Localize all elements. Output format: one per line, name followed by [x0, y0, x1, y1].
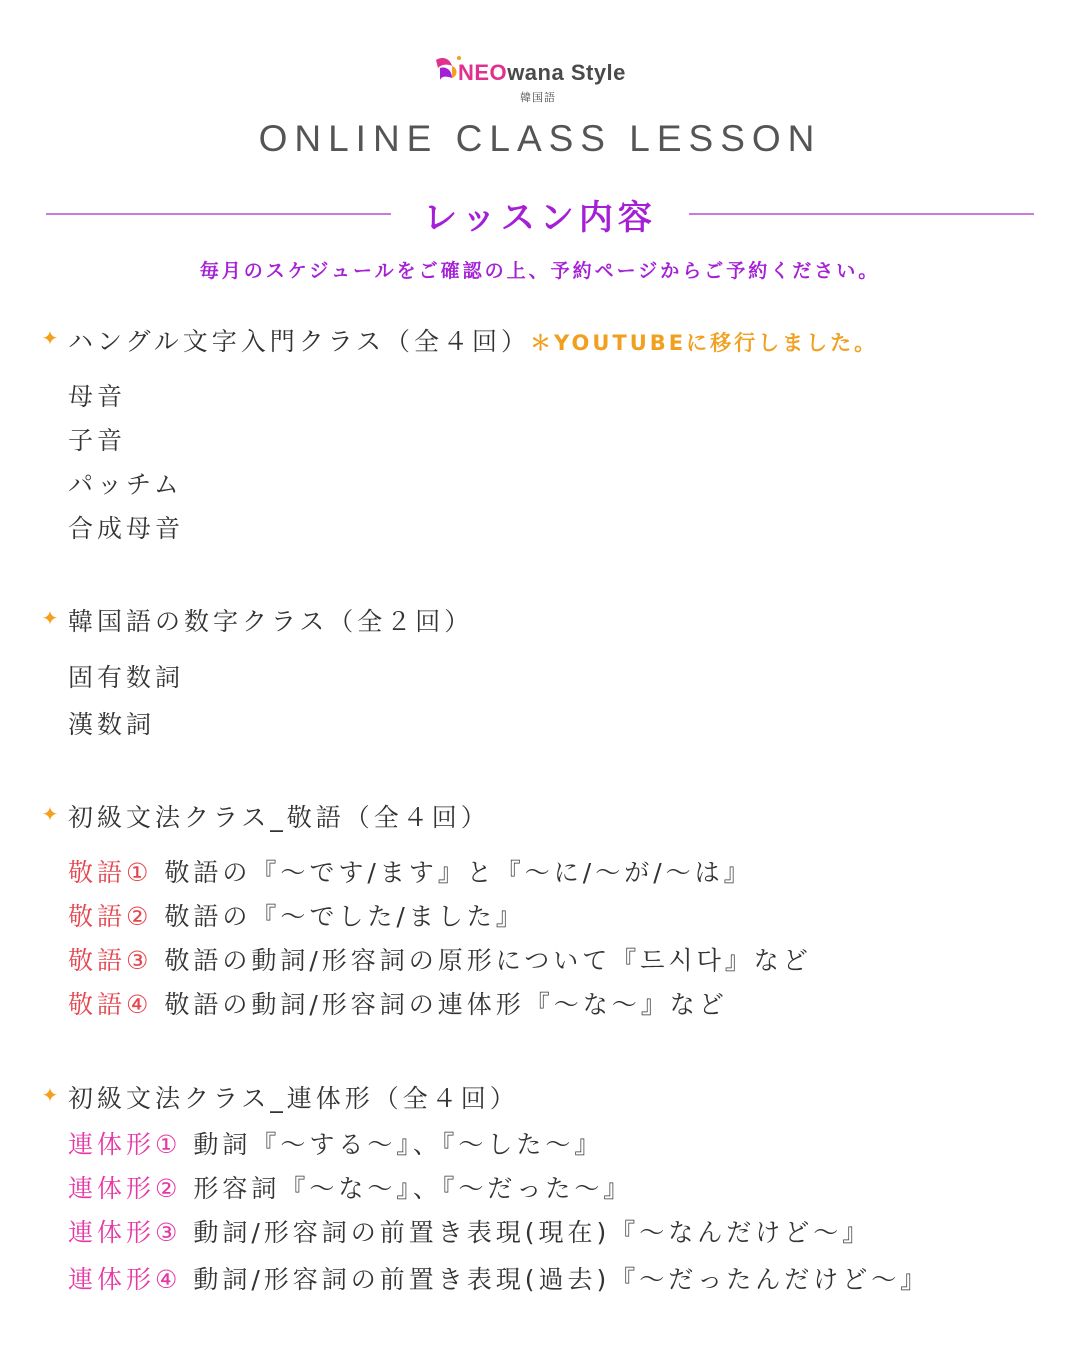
lesson-tag: 連体形④: [68, 1265, 182, 1294]
lesson-item: パッチム: [68, 470, 183, 499]
lesson-item: 敬語② 敬語の『〜でした/ました』: [68, 902, 525, 931]
course-title: 初級文法クラス_連体形（全４回）: [68, 1084, 519, 1113]
lesson-item: 母音: [68, 382, 127, 411]
sparkle-icon: ✦: [41, 326, 59, 350]
lesson-item: 漢数詞: [68, 710, 156, 739]
lesson-item: 子音: [68, 426, 127, 455]
lesson-item: 連体形④ 動詞/形容詞の前置き表現(過去)『〜だったんだけど〜』: [68, 1265, 930, 1294]
lesson-item: 敬語④ 敬語の動詞/形容詞の連体形『〜な〜』など: [68, 990, 728, 1019]
lesson-item: 合成母音: [68, 514, 185, 543]
lesson-item: 固有数詞: [68, 663, 185, 692]
sparkle-icon: ✦: [41, 1083, 59, 1107]
lesson-tag: 連体形①: [68, 1130, 182, 1159]
lesson-item: 連体形② 形容詞『〜な〜』、『〜だった〜』: [68, 1174, 633, 1203]
lesson-item: 敬語① 敬語の『〜です/ます』と『〜に/〜が/〜は』: [68, 858, 753, 887]
brand-subtitle: 韓国語: [520, 91, 556, 104]
divider-left: [46, 213, 391, 215]
lesson-item: 連体形① 動詞『〜する〜』、『〜した〜』: [68, 1130, 604, 1159]
lesson-tag: 敬語①: [68, 858, 153, 887]
section-heading: レッスン内容: [423, 198, 657, 238]
brand-name: NEOwana Style: [458, 60, 626, 85]
course-title: ハングル文字入門クラス（全４回）＊YOUTUBEに移行しました。: [68, 327, 879, 356]
brand-logo: [432, 52, 652, 108]
lesson-item: 敬語③ 敬語の動詞/形容詞の原形について『드시다』など: [68, 946, 812, 975]
course-note: ＊YOUTUBEに移行しました。: [530, 331, 879, 355]
lesson-tag: 敬語③: [68, 946, 153, 975]
lesson-item: 連体形③ 動詞/形容詞の前置き表現(現在)『〜なんだけど〜』: [68, 1218, 872, 1247]
sparkle-icon: ✦: [41, 802, 59, 826]
schedule-notice: 毎月のスケジュールをご確認の上、予約ページからご予約ください。: [199, 260, 881, 282]
divider-right: [689, 213, 1034, 215]
sparkle-icon: ✦: [41, 606, 59, 630]
course-title: 初級文法クラス_敬語（全４回）: [68, 803, 490, 832]
course-title: 韓国語の数字クラス（全２回）: [68, 607, 474, 636]
lesson-tag: 敬語④: [68, 990, 153, 1019]
lesson-tag: 連体形③: [68, 1218, 182, 1247]
lesson-tag: 連体形②: [68, 1174, 182, 1203]
page-title: ONLINE CLASS LESSON: [258, 118, 822, 159]
lesson-tag: 敬語②: [68, 902, 153, 931]
